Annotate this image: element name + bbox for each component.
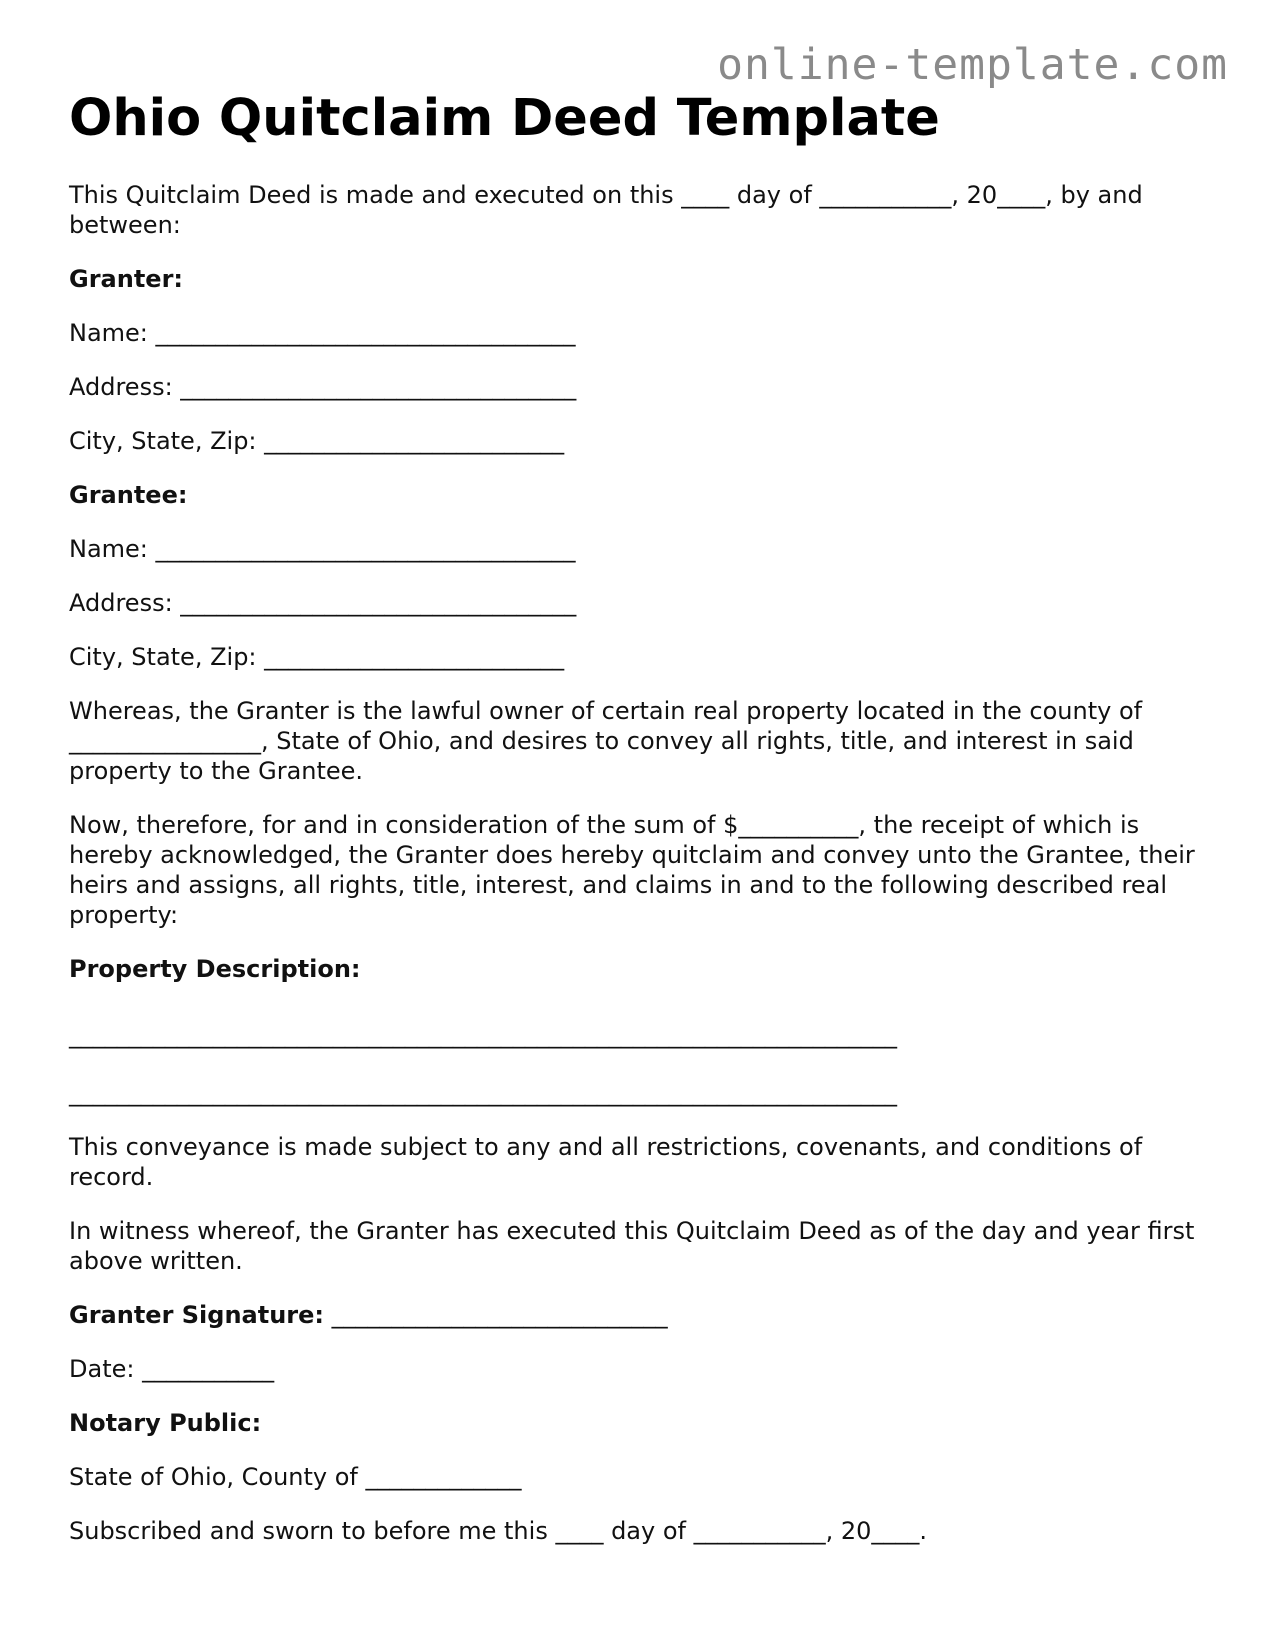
conveyance-paragraph: This conveyance is made subject to any and all restrictions, covenants, and conditions of record. — [69, 1133, 1150, 1191]
granter-address-field: Address: _________________________________ — [69, 373, 577, 401]
grantee-city-state-zip-field: City, State, Zip: _________________________ — [69, 643, 565, 671]
consideration-paragraph: Now, therefore, for and in consideration of the sum of $__________, the receipt of which is hereby acknowledged, the Granter does hereby quitclaim and convey unto the Grantee, their heirs and assigns, all rights, title, interest, and claims in and to the following described real property: — [69, 811, 1203, 929]
property-description-line-2: _____________________________________________________________________ — [69, 1079, 897, 1107]
notary-sworn-line: Subscribed and sworn to before me this ____ day of ___________, 20____. — [69, 1517, 928, 1545]
notary-county-field: State of Ohio, County of _____________ — [69, 1463, 522, 1491]
notary-heading: Notary Public: — [69, 1409, 262, 1437]
intro-paragraph: This Quitclaim Deed is made and executed on this ____ day of ___________, 20____, by and between: — [69, 181, 1151, 239]
property-description-heading: Property Description: — [69, 955, 361, 983]
granter-name-field: Name: ___________________________________ — [69, 319, 576, 347]
granter-heading: Granter: — [69, 265, 183, 293]
date-field: Date: ___________ — [69, 1355, 275, 1383]
watermark-text: online-template.com — [717, 40, 1228, 90]
witness-paragraph: In witness whereof, the Granter has executed this Quitclaim Deed as of the day and year first above written. — [69, 1217, 1203, 1275]
granter-signature-line — [69, 1300, 1209, 1330]
granter-signature-blank: ____________________________ — [324, 1301, 668, 1329]
document-body — [69, 88, 1209, 1570]
granter-signature-label: Granter Signature: — [69, 1301, 324, 1329]
grantee-address-field: Address: _________________________________ — [69, 589, 577, 617]
property-description-line-1: _____________________________________________________________________ — [69, 1021, 897, 1049]
granter-city-state-zip-field: City, State, Zip: _________________________ — [69, 427, 565, 455]
grantee-name-field: Name: ___________________________________ — [69, 535, 576, 563]
grantee-heading: Grantee: — [69, 481, 188, 509]
whereas-paragraph: Whereas, the Granter is the lawful owner of certain real property located in the county of ________________, State of Ohio, and desires to convey all rights, title, and interest in said property to the Grantee. — [69, 697, 1150, 785]
page-title: Ohio Quitclaim Deed Template — [69, 89, 940, 148]
